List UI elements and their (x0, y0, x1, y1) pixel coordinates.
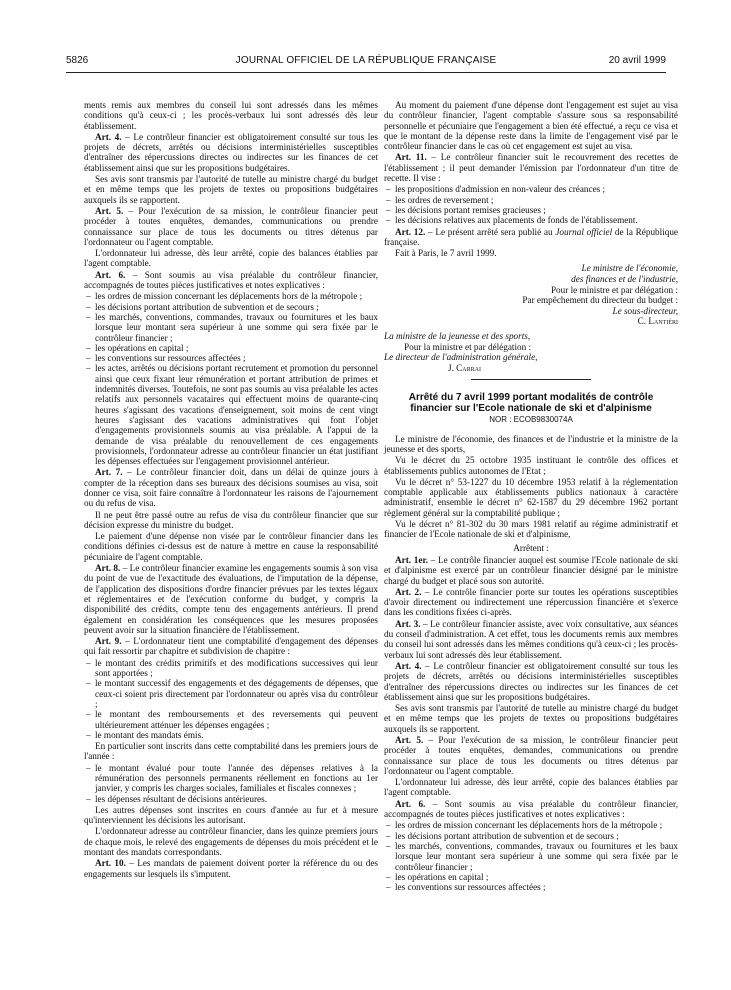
paragraph: Les autres dépenses sont inscrites en cours d'année au fur et à mesure qu'interviennent les décisions les autorisant. (84, 804, 378, 826)
dash-list (84, 291, 378, 466)
paragraph: L'ordonnateur lui adresse, dès leur arrêté, copie des balances établies par l'agent comptable. (384, 777, 678, 798)
article-heading: Art. 2. (395, 586, 422, 597)
article-text: – Le contrôleur financier est obligatoirement consulté sur tous les projets de décrets, arrêtés ou décisions interministérielles susceptibles d'entraîner des répercussions directes ou indirectes sur les finances de cet établissement ainsi que sur les propositions budgétaires. (384, 660, 678, 702)
article-heading: Art. 10. (95, 858, 126, 869)
list-item: – les décisions portant attribution de subvention et de secours ; (384, 831, 678, 841)
article-heading: Art. 6. (95, 269, 126, 280)
article-heading: Art. 9. (95, 636, 122, 647)
list-item: – les marchés, conventions, commandes, travaux ou fournitures et les baux lorsque leur montant sera supérieur à une somme qui sera fixée par le contrôleur financier ; (84, 312, 378, 343)
article-3 (384, 619, 678, 660)
article-heading: Art. 11. (395, 152, 427, 163)
dash-list (84, 763, 378, 804)
list-item: – les ordres de reversement ; (384, 195, 678, 205)
list-item: – les dépenses résultant de décisions antérieures. (84, 794, 378, 804)
paragraph: En particulier sont inscrits dans cette comptabilité dans les premiers jours de l'année : (84, 741, 378, 762)
nor-reference: NOR : ECOB9830074A (489, 415, 573, 425)
paragraph: Ses avis sont transmis par l'autorité de tutelle au ministre chargé du budget et en même temps que les projets de textes ou propositions budgétaires auxquels ils se rapportent. (384, 703, 678, 734)
article-heading: Art. 4. (395, 660, 422, 671)
article-5 (384, 735, 678, 776)
left-column (84, 100, 378, 880)
list-item: – le montant des crédits primitifs et des modifications successives qui leur sont apportées ; (84, 658, 378, 679)
article-text: – Sont soumis au visa préalable du contrôleur financier, accompagnés de toutes pièces justificatives et notes explicatives : (84, 269, 378, 291)
article-1 (384, 555, 678, 586)
signature-line: Pour la ministre et par délégation : (404, 341, 532, 352)
article-4 (384, 661, 678, 702)
article-4 (84, 132, 378, 173)
signature-line: Le sous-directeur, (612, 305, 678, 316)
list-item: – les conventions sur ressources affectées ; (84, 353, 378, 363)
signatory-name: C. Lantiéri (637, 316, 678, 327)
list-item: – les décisions portant attribution de subvention et de secours ; (84, 302, 378, 312)
signatory-name: J. Carrai (448, 362, 481, 373)
article-heading: Art. 12. (395, 226, 426, 237)
list-item: – le montant évalué pour toute l'année des dépenses relatives à la rémunération des personnels permanents réellement en fonctions au 1er janvier, y compris les charges sociales, familiales et fiscales connexes ; (84, 763, 378, 794)
paragraph: Au moment du paiement d'une dépense dont l'engagement est sujet au visa du contrôleur financier, l'agent comptable s'assure sous sa responsabilité personnelle et pécuniaire que l'engagement a bien été effectué, a reçu ce visa et que le montant de la dépense reste dans la limite de l'engagement visé par le contrôleur financier dans le cas où cet engagement est sujet au visa. (384, 100, 678, 152)
paragraph: L'ordonnateur adresse au contrôleur financier, dans les quinze premiers jours de chaque mois, le relevé des engagements de dépenses du mois précédent et le montant des mandats correspondants. (84, 826, 378, 858)
signature-line: Le ministre de l'économie, (581, 263, 678, 274)
article-text: – Le contrôleur financier assiste, avec voix consultative, aux séances du conseil d'administration. A cet effet, tous les documents remis aux membres du conseil lui sont adressés dans les mêmes conditions qu'à ceux-ci ; les procès-verbaux lui sont adressés dès leur établissement. (384, 618, 678, 660)
signature-line: Le directeur de l'administration générale, (384, 352, 538, 363)
article-heading: Art. 5. (395, 735, 424, 745)
article-8 (84, 563, 378, 635)
article-text: – Le contrôleur financier doit, dans un délai de quinze jours à compter de la réception dans ses bureaux des décisions soumises au visa, soit donner ce visa, soit faire connaître à l'ordonnateur les raisons de l'ajournement ou du refus de visa. (84, 467, 378, 509)
paragraph: Il ne peut être passé outre au refus de visa du contrôleur financier que sur décision expresse du ministre du budget. (84, 509, 378, 530)
article-6 (384, 799, 678, 820)
page-header (66, 55, 666, 69)
article-5 (84, 206, 378, 247)
list-item: – les opérations en capital ; (84, 343, 378, 353)
article-text: – Les mandats de paiement doivent porter la référence du ou des engagements sur lesquels ils s'imputent. (84, 858, 378, 879)
article-10 (84, 858, 378, 879)
journal-name: Journal officiel (555, 226, 613, 237)
article-7 (84, 467, 378, 508)
paragraph: Vu le décret n° 81-302 du 30 mars 1981 relatif au régime administratif et financier de l'Ecole nationale de ski et d'alpinisme, (384, 519, 678, 540)
article-heading: Art. 4. (95, 131, 122, 142)
journal-title: JOURNAL OFFICIEL DE LA RÉPUBLIQUE FRANÇAISE (235, 55, 497, 66)
article-text: – Le contrôleur financier est obligatoirement consulté sur tous les projets de décrets, arrêtés ou décisions interministérielles susceptibles d'entraîner des répercussions directes ou indirectes sur les finances de cet établissement ainsi que sur les propositions budgétaires. (84, 131, 378, 173)
header-rule (66, 72, 666, 73)
dash-list (384, 820, 678, 892)
article-heading: Art. 1er. (395, 554, 428, 565)
decree-title: Arrêté du 7 avril 1999 portant modalités de contrôle financier sur l'Ecole nationale de ski et d'alpinisme (408, 392, 654, 415)
article-heading: Art. 7. (95, 467, 123, 478)
list-item: – les propositions d'admission en non-valeur des créances ; (384, 184, 678, 194)
article-11 (384, 152, 678, 183)
issue-date: 20 avril 1999 (608, 55, 666, 66)
arretent-heading: Arrêtent : (513, 542, 549, 553)
article-heading: Art. 3. (395, 618, 421, 629)
page-number: 5826 (66, 55, 89, 66)
paragraph: Vu le décret du 25 octobre 1935 instituant le contrôle des offices et établissements publics autonomes de l'Etat ; (384, 455, 678, 476)
article-text: – Pour l'exécution de sa mission, le contrôleur financier peut procéder à toutes enquêtes, demandes, communications ou prendre connaissance sur place de tous les documents ou titres détenus par l'ordonnateur ou l'agent comptable. (84, 205, 378, 247)
list-item: – les ordres de mission concernant les déplacements hors de la métropole ; (384, 820, 678, 830)
list-item: – le montant des remboursements et des reversements qui peuvent ultérieurement atténuer les dépenses engagées ; (84, 709, 378, 730)
list-item: – les opérations en capital ; (384, 872, 678, 882)
article-text: – Le contrôle financier auquel est soumise l'Ecole nationale de ski et d'alpinisme est exercé par un contrôleur financier désigné par le ministre chargé du budget et placé sous son autorité. (384, 554, 678, 586)
list-item: – les décisions relatives aux placements de fonds de l'établissement. (384, 215, 678, 225)
dash-list (84, 658, 378, 740)
signing-place-date: Fait à Paris, le 7 avril 1999. (395, 248, 497, 259)
list-item: – le montant successif des engagements et des dégagements de dépenses, que ceux-ci soient pris directement par l'ordonnateur ou après visa du contrôleur ; (84, 678, 378, 709)
article-text: – L'ordonnateur tient une comptabilité d'engagement des dépenses qui fait ressortir par chapitre et subdivision de chapitre : (84, 636, 378, 657)
list-item: – les actes, arrêtés ou décisions portant recrutement et promotion du personnel ainsi que ceux fixant leur rémunération et portant attribution de primes et indemnités diverses. Toutefois, ne sont pas soumis au visa préalable les actes relatifs aux personnels vacataires qui effectuent moins de quarante-cinq heures s'agissant des vacations d'enseignement, soit moins de cent vingt heures s'agissant des vacations administratives qui font l'objet d'engagements provisionnels soumis au visa préalable. A l'appui de la demande de visa préalable du renouvellement de ces engagements provisionnels, l'ordonnateur adresse au contrôleur financier un état justifiant les dépenses effectuées sur l'engagement provisionnel antérieur. (84, 363, 378, 466)
list-item: – les marchés, conventions, commandes, travaux ou fournitures et les baux lorsque leur montant sera supérieur à une somme qui sera fixée par le contrôleur financier ; (384, 841, 678, 872)
signature-line: Pour le ministre et par délégation : (550, 284, 678, 295)
signature-block-youth-sports (384, 331, 678, 373)
paragraph: Ses avis sont transmis par l'autorité de tutelle au ministre chargé du budget et en même temps que les projets de textes ou propositions budgétaires auxquels ils se rapportent. (84, 174, 378, 205)
list-item: – les décisions portant remises gracieuses ; (384, 205, 678, 215)
list-item: – le montant des mandats émis. (84, 730, 378, 740)
dash-list (384, 184, 678, 225)
article-text: – Le contrôle financier porte sur toutes les opérations susceptibles d'avoir directement ou indirectement une répercussion financière et s'exerce dans les conditions fixées ci-après. (384, 586, 678, 618)
article-text: – Pour l'exécution de sa mission, le contrôleur financier peut procéder à toutes enquêtes, demandes, communications ou prendre connaissance sur place de tous les documents ou titres détenus par l'ordonnateur ou l'agent comptable. (384, 735, 678, 776)
article-heading: Art. 5. (95, 205, 124, 216)
paragraph: Le ministre de l'économie, des finances et de l'industrie et la ministre de la jeunesse et des sports, (384, 433, 678, 454)
paragraph: L'ordonnateur lui adresse, dès leur arrêté, copie des balances établies par l'agent comptable. (84, 248, 378, 269)
article-text: de la République française. (384, 226, 678, 247)
list-item: – les conventions sur ressources affectées ; (384, 882, 678, 892)
paragraph: ments remis aux membres du conseil lui sont adressés dans les mêmes conditions qu'à ceux-ci ; les procès-verbaux lui sont adressés dès leur établissement. (84, 100, 378, 131)
article-text: – Le contrôleur financier suit le recouvrement des recettes de l'établissement ; il peut demander l'émission par l'ordonnateur d'un titre de recette. Il vise : (384, 152, 678, 184)
article-12 (384, 227, 678, 248)
signature-line: La ministre de la jeunesse et des sports, (384, 331, 531, 342)
paragraph: Vu le décret n° 53-1227 du 10 décembre 1953 relatif à la réglementation comptable applicable aux établissements publics nationaux à caractère administratif, ensemble le décret n° 62-1587 du 29 décembre 1962 portant règlement général sur la comptabilité publique ; (384, 476, 678, 518)
article-heading: Art. 8. (95, 563, 121, 574)
article-text: – Le contrôleur financier examine les engagements soumis à son visa du point de vue de l'exactitude des évaluations, de l'imputation de la dépense, de l'application des dispositions d'ordre financier prévues par les textes légaux et réglementaires et de l'exécution conforme du budget, y compris la disponibilité des crédits, compte tenu des engagements antérieurs. Il prend également en considération les conséquences que les mesures proposées peuvent avoir sur la situation financière de l'établissement. (84, 563, 378, 635)
section-divider (471, 379, 591, 380)
article-text: – Sont soumis au visa préalable du contrôleur financier, accompagnés de toutes pièces justificatives et notes explicatives : (384, 798, 678, 820)
signature-block-economy (384, 263, 678, 327)
paragraph: Le paiement d'une dépense non visée par le contrôleur financier dans les conditions définies ci-dessus est de nature à mettre en cause la responsabilité pécuniaire de l'agent comptable. (84, 531, 378, 562)
list-item: – les ordres de mission concernant les déplacements hors de la métropole ; (84, 291, 378, 301)
article-2 (384, 587, 678, 618)
right-column (384, 100, 678, 893)
article-9 (84, 636, 378, 657)
article-heading: Art. 6. (395, 798, 426, 809)
article-text: – Le présent arrêté sera publié au (425, 226, 556, 237)
signature-line: des finances et de l'industrie, (571, 274, 678, 285)
signature-line: Par empêchement du directeur du budget : (522, 295, 678, 306)
article-6 (84, 270, 378, 291)
